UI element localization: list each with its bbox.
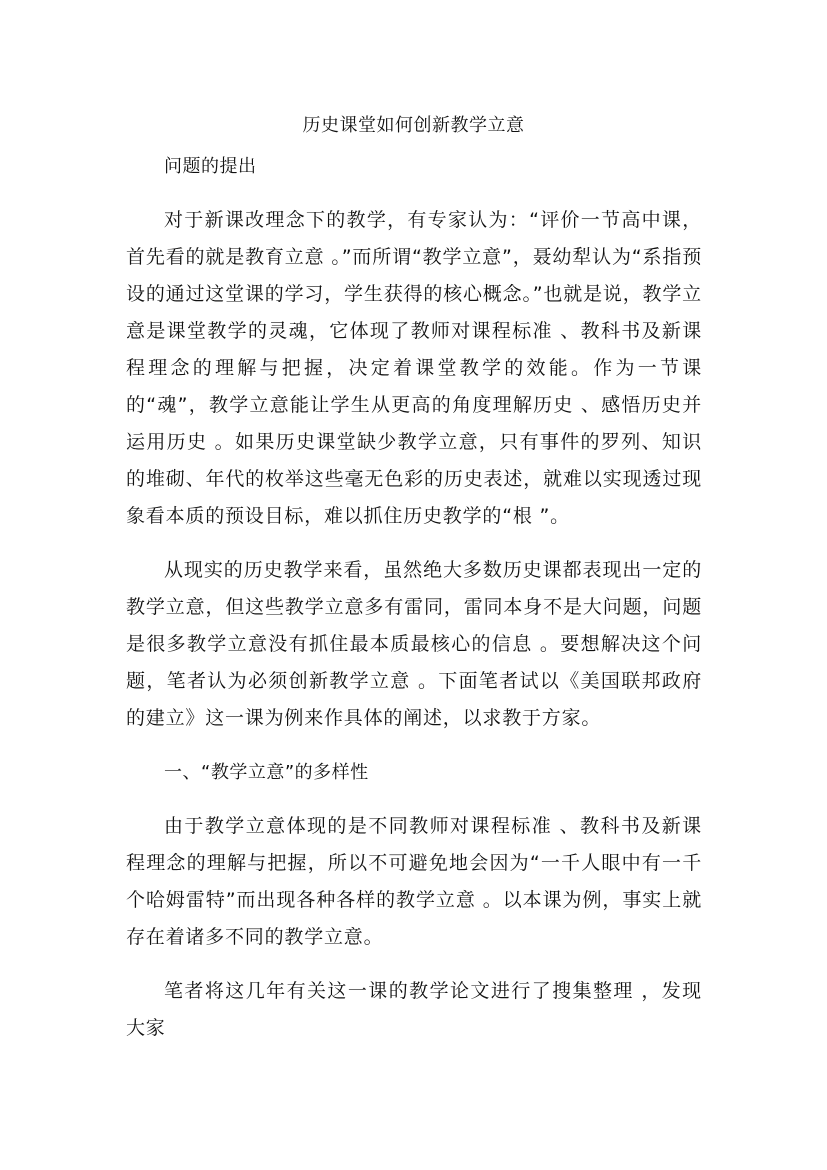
paragraph-4: 笔者将这几年有关这一课的教学论文进行了搜集整理 ，发现大家 bbox=[126, 980, 702, 1039]
paragraph-spacer bbox=[126, 185, 702, 202]
paragraph-3: 由于教学立意体现的是不同教师对课程标准 、教科书及新课程理念的理解与把握，所以不可避免地会因为“一千人眼中有一千个哈姆雷特”而出现各种各样的教学立意 。以本课为例，事实上就存在着诸多不同的教学立意。 bbox=[126, 815, 702, 948]
paragraph-spacer bbox=[126, 737, 702, 754]
paragraph-2: 从现实的历史教学来看，虽然绝大多数历史课都表现出一定的教学立意，但这些教学立意多有雷同，雷同本身不是大问题，问题是很多教学立意没有抓住最本质最核心的信息 。要想解决这个问题，笔者认为必须创新教学立意 。下面笔者试以《美国联邦政府的建立》这一课为例来作具体的阐述，以求教于方家。 bbox=[126, 559, 702, 729]
paragraph-spacer bbox=[126, 956, 702, 973]
paragraph-spacer bbox=[126, 535, 702, 552]
intro-heading: 问题的提出 bbox=[164, 156, 257, 177]
paragraph-1: 对于新课改理念下的教学，有专家认为：“评价一节高中课，首先看的就是教育立意 。”而所谓“教学立意”，聂幼犁认为“系指预设的通过这堂课的学习，学生获得的核心概念。”也就是说，教学立意是课堂教学的灵魂，它体现了教师对课程标准 、教科书及新课程理念的理解与把握，决定着课堂教学的效能。作为一节课的“魂”，教学立意能让学生从更高的角度理解历史 、感悟历史并运用历史 。如果历史课堂缺少教学立意，只有事件的罗列、知识的堆砌、年代的枚举这些毫无色彩的历史表述，就难以实现透过现象看本质的预设目标，难以抓住历史教学的“根 ”。 bbox=[126, 209, 702, 527]
section-1-heading: 一、“教学立意”的多样性 bbox=[164, 762, 369, 783]
document-title: 历史课堂如何创新教学立意 bbox=[302, 115, 525, 136]
document-body bbox=[126, 148, 702, 1047]
paragraph-spacer bbox=[126, 791, 702, 808]
